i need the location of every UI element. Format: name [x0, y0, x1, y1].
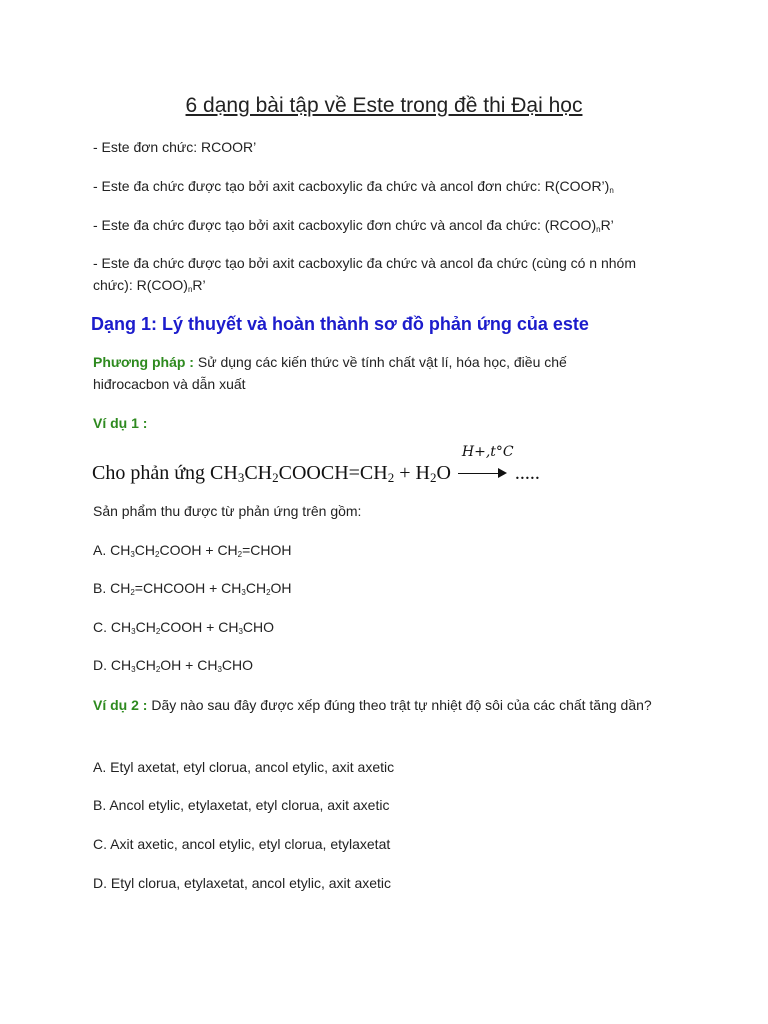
subscript: n [609, 186, 614, 195]
formula-part: Cho phản ứng CH [92, 462, 238, 484]
example-2-label: Ví dụ 2 : [93, 697, 148, 713]
subscript: 2 [130, 588, 135, 597]
formula-part: CH [135, 657, 156, 673]
arrow-head [498, 468, 507, 478]
subscript: 3 [130, 550, 135, 559]
formula-part: =CHCOOH + CH [134, 580, 242, 596]
intro-line-2 [93, 175, 673, 202]
subscript: 2 [155, 665, 161, 674]
formula-part: COOH + CH [159, 542, 238, 558]
formula-part: COOH + CH [160, 619, 239, 635]
method-text: Sử dụng các kiến thức về tính chất vật lí, hóa học, điều chế hiđrocacbon và dẫn xuất [93, 354, 567, 392]
intro-line-3 [93, 214, 673, 241]
subscript: 2 [429, 470, 437, 485]
subscript: 2 [266, 588, 271, 597]
example-1-label: Ví dụ 1 : [93, 415, 148, 431]
intro-line-1 [93, 136, 673, 158]
formula-part: OH + CH [160, 657, 218, 673]
reaction-condition: H+,t°C [461, 444, 514, 461]
formula-part: O [436, 462, 451, 484]
method-paragraph [93, 351, 633, 395]
example-2-paragraph [93, 694, 673, 716]
formula-part: B. CH [93, 580, 131, 596]
subscript: n [596, 225, 601, 234]
intro-text: - Este đơn chức: RCOOR’ [93, 139, 257, 155]
subscript: 3 [237, 470, 245, 485]
example-1-option-a [93, 539, 673, 566]
formula-part: CH [245, 580, 267, 596]
subscript: 3 [238, 627, 243, 636]
example-2-option-d: D. Etyl clorua, etylaxetat, ancol etylic, axit axetic [93, 875, 392, 891]
intro-line-4 [93, 252, 653, 301]
example-1-option-d [93, 654, 673, 681]
arrow-line [458, 473, 502, 474]
page-title: 6 dạng bài tập về Este trong đề thi Đại học [185, 94, 583, 117]
formula-part: ..... [509, 462, 540, 484]
example-2-option-c: C. Axit axetic, ancol etylic, etyl clorua, etylaxetat [93, 836, 391, 852]
intro-text: R’ [192, 277, 206, 293]
example-2-question: Dãy nào sau đây được xếp đúng theo trật tự nhiệt độ sôi của các chất tăng dần? [147, 697, 652, 713]
formula-part: C. CH [93, 619, 132, 635]
subscript: 2 [387, 470, 395, 485]
example-1-option-b [93, 577, 673, 604]
subscript: 2 [272, 470, 279, 485]
example-1-label-line [93, 412, 673, 434]
subscript: 3 [131, 627, 136, 636]
formula-part: D. CH [93, 657, 132, 673]
formula-part: CHO [242, 619, 275, 635]
section-heading: Dạng 1: Lý thuyết và hoàn thành sơ đồ phản ứng của este [91, 314, 589, 334]
subscript: 2 [237, 550, 243, 559]
subscript: 3 [217, 665, 222, 674]
method-label: Phương pháp : [93, 354, 194, 370]
formula-part: CH [134, 542, 156, 558]
formula-part: COOCH=CH [278, 462, 388, 484]
formula-part: CH [244, 462, 273, 484]
subscript: 2 [155, 550, 160, 559]
intro-text: - Este đa chức được tạo bởi axit cacboxylic đa chức và ancol đơn chức: R(COOR’) [93, 178, 610, 194]
intro-text: - Este đa chức được tạo bởi axit cacboxylic đơn chức và ancol đa chức: (RCOO) [93, 217, 597, 233]
subscript: 3 [241, 588, 246, 597]
example-1-option-c [93, 616, 673, 643]
formula-part: =CHOH [242, 542, 292, 558]
example-1-question: Sản phẩm thu được từ phản ứng trên gồm: [93, 503, 362, 519]
example-2-option-a: A. Etyl axetat, etyl clorua, ancol etylic, axit axetic [93, 759, 395, 775]
formula-part: + H [394, 462, 430, 484]
intro-text: - Este đa chức được tạo bởi axit cacboxylic đa chức và ancol đa chức (cùng có n nhóm chức): R(COO) [93, 255, 636, 293]
formula-part: A. CH [93, 542, 131, 558]
intro-text: R’ [600, 217, 614, 233]
formula-part: OH [270, 580, 292, 596]
example-2-option-b: B. Ancol etylic, etylaxetat, etyl clorua, axit axetic [93, 797, 390, 813]
reaction-arrow-icon [458, 444, 514, 484]
formula-part: CHO [221, 657, 254, 673]
formula-part: CH [135, 619, 156, 635]
subscript: 3 [131, 665, 136, 674]
subscript: n [187, 285, 193, 294]
reaction-equation [92, 444, 540, 486]
subscript: 2 [155, 627, 161, 636]
